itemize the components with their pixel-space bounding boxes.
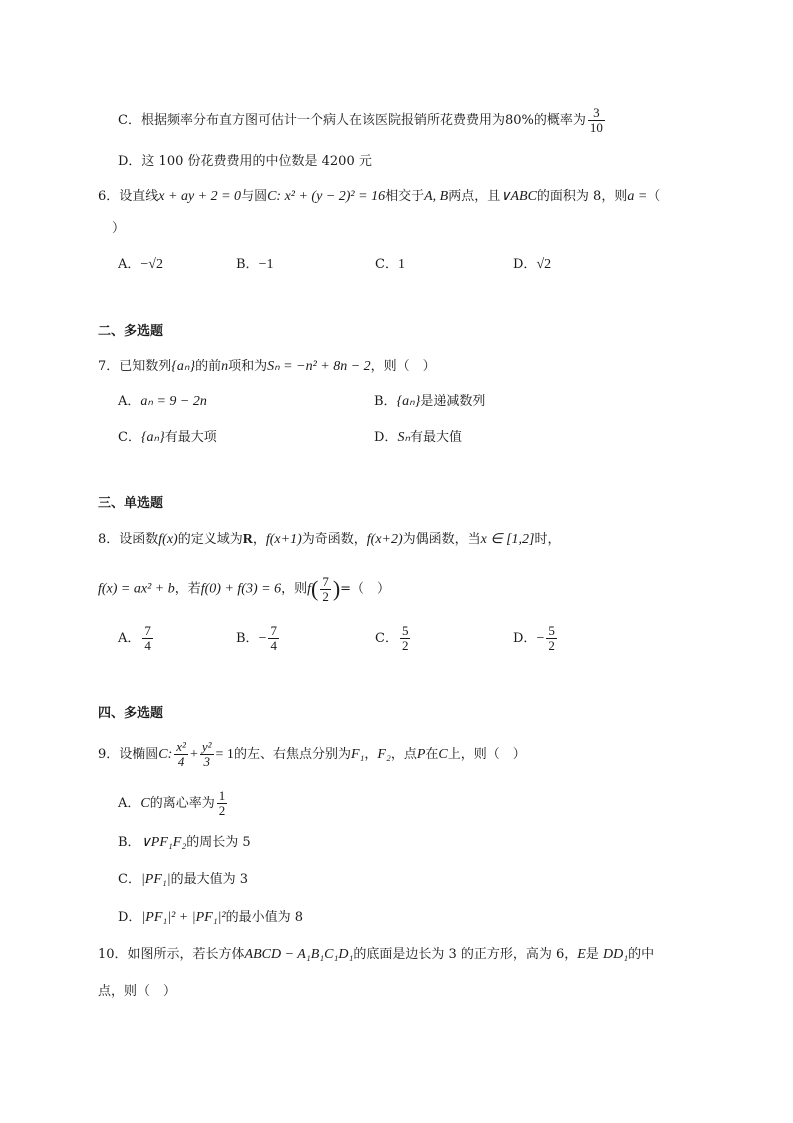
q6-close-paren: ） — [112, 221, 126, 236]
q8-stem-text: ，则 — [281, 581, 308, 597]
q8-function-shift2: f(x+2) — [366, 532, 403, 547]
option-math: {aₙ} — [396, 394, 421, 409]
option-fraction — [217, 789, 228, 818]
q6-stem-text: 与圆 — [241, 189, 268, 204]
option-label: B． — [374, 394, 397, 409]
q7-stem-text: 的前 — [195, 359, 222, 374]
q5-option-c — [118, 106, 607, 135]
fraction-denominator: 3 — [203, 754, 210, 769]
q9-option-c — [118, 870, 248, 890]
q9-stem-text: 在 — [425, 747, 439, 762]
q9-stem — [98, 738, 526, 772]
option-value: 1 — [397, 257, 405, 272]
q6-option-c — [375, 255, 405, 275]
q8-definition: f(x) = ax² + b — [98, 581, 175, 597]
fraction-numerator: 5 — [548, 623, 555, 638]
q7-option-b — [374, 392, 485, 412]
option-label: C． — [375, 631, 398, 646]
option-label: A． — [118, 796, 141, 811]
fraction-denominator: 2 — [401, 638, 409, 653]
q8-option-d — [513, 622, 559, 656]
q10-solid: ABCD − A₁B₁C₁D₁ — [244, 947, 354, 962]
q5-option-d: D．这 100 份花费费用的中位数是 4200 元 — [118, 154, 372, 169]
q6-circle-equation: C: x² + (y − 2)² = 16 — [267, 189, 386, 204]
option-text: 的离心率为 — [149, 796, 215, 811]
fraction-numerator: 7 — [270, 623, 277, 638]
q9-option-b — [118, 833, 251, 853]
option-math: C — [140, 796, 150, 811]
section-heading-multi-choice-2: 四、多选题 — [98, 706, 164, 721]
option-math: |PF₁| — [140, 872, 171, 887]
option-label: A． — [118, 257, 141, 272]
option-math: Sₙ — [397, 430, 411, 445]
q8-stem — [98, 530, 560, 550]
q5-option-c-fraction — [588, 106, 605, 135]
q8-option-b — [236, 622, 281, 656]
option-text: 有最大项 — [164, 430, 217, 445]
q6-option-b — [236, 255, 273, 275]
q8-function: f(x) — [158, 532, 178, 547]
q9-stem-text: ， — [364, 747, 378, 762]
q10-stem-text: 的底面是边长为 3 的正方形，高为 6， — [353, 947, 578, 962]
option-label: A． — [118, 631, 141, 646]
section-heading-multi-choice: 二、多选题 — [98, 324, 164, 339]
q9-stem-text: 的左、右焦点分别为 — [233, 747, 351, 762]
q8-fraction — [320, 575, 331, 604]
option-fraction — [546, 624, 557, 653]
q8-stem-text: 的定义域为 — [177, 532, 243, 547]
q8-reals: R — [242, 532, 253, 547]
q8-stem-text: 时， — [534, 532, 561, 547]
q6-points: A, B — [424, 189, 449, 204]
q7-stem-text: 7．已知数列 — [98, 359, 172, 374]
q6-line-equation: x + ay + 2 = 0 — [158, 189, 242, 204]
option-label: D． — [374, 430, 398, 445]
option-label: C． — [375, 257, 398, 272]
option-label: C． — [118, 872, 141, 887]
option-text: 的最大值为 3 — [170, 872, 249, 887]
fraction-denominator: 4 — [270, 638, 277, 653]
q9-stem-text: 9．设椭圆 — [98, 747, 159, 762]
q9-focus-1: F₁ — [350, 747, 365, 762]
q9-option-a — [118, 789, 229, 819]
fraction-denominator: 4 — [177, 754, 185, 769]
q8-option-c — [375, 622, 412, 656]
q9-fraction-x — [174, 740, 188, 769]
q8-stem-text: ， — [252, 532, 266, 547]
q9-point: P — [416, 747, 426, 762]
fraction-denominator: 2 — [322, 588, 329, 604]
q6-triangle: ∨ABC — [500, 189, 537, 204]
q6-stem-text: 6．设直线 — [98, 189, 159, 204]
q10-stem-text: 10．如图所示，若长方体 — [98, 947, 245, 962]
option-label: A． — [118, 394, 141, 409]
q8-interval: x ∈ [1,2] — [480, 532, 535, 547]
q9-focus-2: F₂ — [377, 747, 391, 762]
plus-sign: + — [189, 747, 198, 762]
option-label: D． — [513, 257, 537, 272]
fraction-numerator: 7 — [144, 623, 151, 638]
q6-ask: a = — [627, 189, 648, 204]
equals-one: = 1 — [215, 747, 234, 762]
option-value: √2 — [536, 257, 552, 272]
q10-stem-line2: 点，则（ ） — [98, 984, 177, 999]
option-label: B． — [118, 835, 141, 850]
q7-n: n — [221, 359, 229, 374]
option-fraction — [142, 624, 153, 653]
fraction-denominator: 10 — [589, 120, 603, 135]
option-value: −1 — [258, 257, 274, 272]
option-sign: − — [258, 631, 267, 646]
q8-function-shift1: f(x+1) — [265, 532, 302, 547]
q9-fraction-y — [200, 740, 214, 769]
q8-f: f — [307, 581, 311, 597]
fraction-numerator: 5 — [401, 623, 409, 638]
q6-stem-text: （ — [647, 189, 661, 204]
option-label: B． — [236, 257, 259, 272]
q10-stem — [98, 945, 654, 965]
fraction-denominator: 4 — [144, 638, 151, 653]
option-label: D． — [118, 910, 142, 925]
fraction-denominator: 2 — [548, 638, 555, 653]
q10-point-e: E — [577, 947, 586, 962]
right-paren: ) — [332, 576, 341, 601]
option-fraction — [400, 624, 411, 653]
option-math: {aₙ} — [140, 430, 165, 445]
q5-option-c-text: C．根据频率分布直方图可估计一个病人在该医院报销所花费费用为80%的概率为 — [118, 113, 586, 128]
fraction-numerator: 7 — [322, 573, 329, 589]
option-math: ∨PF₁F₂ — [140, 835, 187, 850]
option-label: C． — [118, 430, 141, 445]
option-label: D． — [513, 631, 537, 646]
fraction-numerator: y² — [201, 739, 212, 754]
fraction-numerator: 1 — [218, 788, 226, 803]
q6-stem-text: 两点，且 — [448, 189, 501, 204]
q9-ellipse: C — [438, 747, 448, 762]
q7-stem-text: ，则（ ） — [370, 359, 436, 374]
option-value: aₙ = 9 − 2n — [140, 394, 207, 409]
q8-stem-text: 为奇函数， — [301, 532, 367, 547]
fraction-denominator: 2 — [218, 803, 226, 818]
option-fraction — [268, 624, 279, 653]
q10-segment: DD₁ — [603, 947, 629, 962]
q7-stem — [98, 357, 436, 377]
fraction-numerator: 3 — [588, 106, 605, 121]
q7-option-d — [374, 428, 462, 448]
q8-stem-text: ，若 — [174, 581, 201, 597]
q10-stem-text: 是 — [585, 947, 599, 962]
option-value: −√2 — [140, 257, 163, 272]
q8-stem-text: =（ ） — [340, 581, 391, 597]
q8-stem-line2 — [98, 574, 390, 605]
q6-stem-text: 相交于 — [385, 189, 425, 204]
q9-stem-text: 上，则（ ） — [447, 747, 526, 762]
q9-option-d — [118, 908, 303, 928]
q9-stem-text: ，点 — [390, 747, 417, 762]
option-text: 的周长为 5 — [186, 835, 251, 850]
q6-stem-text: 的面积为 8，则 — [536, 189, 628, 204]
q7-option-a — [118, 392, 207, 412]
q7-stem-text: 项和为 — [228, 359, 268, 374]
q7-sum-equation: Sₙ = −n² + 8n − 2 — [267, 359, 371, 374]
q8-condition: f(0) + f(3) = 6 — [200, 581, 282, 597]
q7-sequence: {aₙ} — [171, 359, 196, 374]
option-label: B． — [236, 631, 259, 646]
option-text: 有最大值 — [410, 430, 463, 445]
option-math: |PF₁|² + |PF₁|² — [141, 910, 226, 925]
q10-stem-text: 的中 — [628, 947, 655, 962]
q8-stem-text: 8．设函数 — [98, 532, 159, 547]
section-heading-single-choice: 三、单选题 — [98, 496, 164, 511]
q8-stem-text: 为偶函数，当 — [402, 532, 481, 547]
q6-stem — [98, 187, 660, 207]
option-text: 是递减数列 — [420, 394, 486, 409]
q6-option-d — [513, 255, 551, 275]
q6-option-a — [118, 255, 163, 275]
q7-option-c — [118, 428, 217, 448]
q8-option-a — [118, 622, 155, 656]
fraction-numerator: x² — [176, 739, 186, 754]
option-text: 的最小值为 8 — [225, 910, 304, 925]
option-sign: − — [536, 631, 545, 646]
left-paren: ( — [310, 576, 319, 601]
q9-ellipse-name: C: — [158, 747, 173, 762]
